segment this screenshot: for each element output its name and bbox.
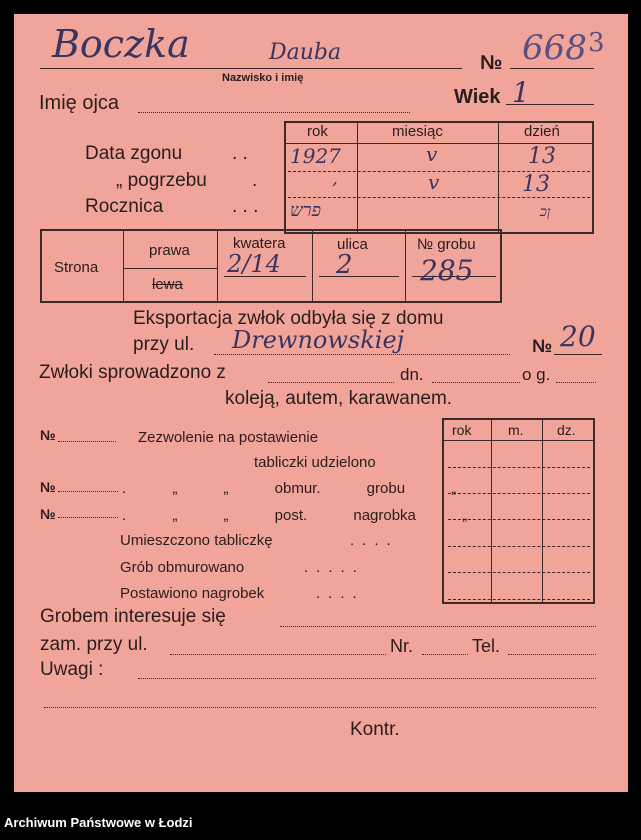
permits-header-sep: [443, 440, 594, 441]
transport-og-label: o g.: [522, 365, 551, 384]
card-number-value: 668: [522, 28, 587, 68]
surname-handwritten: Boczka: [52, 22, 190, 66]
interested-line: [280, 626, 596, 627]
address-line: [170, 654, 386, 655]
permit-1-text-cont: tabliczki udzielono: [254, 454, 376, 471]
dates-row-sep-2: [288, 197, 590, 198]
funeral-day: 13: [522, 172, 550, 197]
notes-line-1: [138, 678, 596, 679]
transport-from-line: [268, 382, 394, 383]
permits-row-6: [448, 599, 590, 600]
transport-label: Zwłoki sprowadzono z: [39, 362, 226, 383]
dates-header-dzien: dzień: [524, 123, 560, 140]
kwatera-label: kwatera: [233, 235, 286, 252]
father-line: [138, 112, 410, 113]
funeral-month: v: [428, 170, 440, 194]
export-line: Eksportacja zwłok odbyła się z domu: [133, 308, 444, 329]
address-label: zam. przy ul.: [40, 634, 148, 655]
ulica-label: ulica: [337, 236, 368, 253]
anniversary-label: Rocznica: [85, 196, 164, 217]
grave-prawa-lewa-sep: [124, 268, 217, 269]
dates-col-sep-1: [357, 122, 358, 233]
age-line: [506, 104, 594, 105]
permits-row-2: [448, 493, 590, 494]
export-nr-value: 20: [560, 320, 596, 353]
transport-og-line: [556, 382, 596, 383]
permits-header-m: m.: [508, 422, 524, 438]
export-nr-line: [554, 354, 602, 355]
export-street-line: [214, 354, 510, 355]
permit-2-text: . „ „ obmur. grobu „: [122, 480, 457, 497]
permits-row-5: [448, 572, 590, 573]
transport-modes: koleją, autem, karawanem.: [225, 388, 453, 409]
funeral-year: ‚: [332, 168, 338, 189]
funeral-date-label: „ pogrzebu: [116, 170, 207, 191]
ulica-line: [319, 276, 399, 277]
export-street-value: Drewnowskiej: [232, 326, 405, 354]
grave-walled: Grób obmurowano: [120, 559, 245, 576]
permit-2-line: [58, 491, 118, 492]
transport-dn-label: dn.: [400, 365, 424, 384]
tablet-placed-dots: ....: [350, 532, 399, 549]
permit-1-prefix: №: [40, 427, 56, 443]
lewa-label: lewa: [152, 276, 183, 293]
interested-label: Grobem interesuje się: [40, 606, 226, 627]
nr-grobu-label: № grobu: [417, 236, 476, 253]
permit-3-prefix: №: [40, 506, 56, 522]
death-date-dots: . .: [232, 143, 248, 164]
name-caption: Nazwisko i imię: [222, 72, 304, 84]
export-nr-label: №: [532, 336, 553, 356]
permits-col-sep-1: [491, 419, 492, 603]
grave-col-sep-2: [217, 230, 218, 302]
nr-grobu-value: 285: [420, 254, 474, 287]
anniversary-day: ןכ: [540, 204, 551, 220]
permit-1-text: Zezwolenie na postawienie: [138, 429, 319, 446]
ulica-value: 2: [336, 250, 353, 280]
archive-label: Archiwum Państwowe w Łodzi: [4, 815, 193, 830]
permits-row-4: [448, 546, 590, 547]
notes-label: Uwagi :: [40, 659, 104, 680]
tombstone-placed: Postawiono nagrobek: [120, 585, 265, 602]
kwatera-value: 2/14: [227, 250, 281, 278]
permits-row-1: [448, 467, 590, 468]
grave-col-sep-3: [312, 230, 313, 302]
strona-label: Strona: [54, 259, 99, 276]
address-nr-label: Nr.: [390, 636, 414, 656]
permits-row-3: [448, 519, 590, 520]
age-value: 1: [512, 76, 530, 109]
permit-3-line: [58, 517, 118, 518]
death-day: 13: [528, 144, 556, 169]
firstname-handwritten: Dauba: [269, 40, 342, 65]
address-nr-line: [422, 654, 468, 655]
prawa-label: prawa: [149, 242, 190, 259]
tablet-placed: Umieszczono tabliczkę: [120, 532, 273, 549]
father-label: Imię ojca: [39, 92, 120, 114]
funeral-date-dots: .: [252, 170, 258, 191]
dates-header-rok: rok: [307, 123, 328, 140]
card-number-line: [510, 68, 594, 69]
tel-label: Tel.: [472, 636, 501, 656]
dates-header-miesiac: miesiąc: [392, 123, 443, 140]
permits-header-rok: rok: [452, 422, 472, 438]
permit-1-line: [58, 441, 116, 442]
age-label: Wiek: [454, 86, 501, 108]
name-line: [40, 68, 462, 69]
grave-col-sep-1: [123, 230, 124, 302]
permit-3-text: . „ „ post. nagrobka „: [122, 507, 468, 524]
dates-col-sep-2: [498, 122, 499, 233]
permit-2-prefix: №: [40, 479, 56, 495]
grave-col-sep-4: [405, 230, 406, 302]
grave-walled-dots: .....: [304, 559, 365, 576]
export-street-label: przy ul.: [133, 334, 195, 355]
control-label: Kontr.: [350, 719, 400, 740]
death-year: 1927: [290, 144, 341, 168]
notes-line-2: [44, 707, 596, 708]
anniversary-dots: . . .: [232, 196, 259, 217]
tombstone-placed-dots: ....: [316, 585, 365, 602]
anniversary-year: פרש: [290, 200, 322, 221]
permits-header-dz: dz.: [557, 422, 576, 438]
death-month: v: [426, 142, 438, 166]
card-number-suffix: 3: [588, 28, 605, 58]
permits-col-sep-2: [542, 419, 543, 603]
transport-dn-line: [432, 382, 520, 383]
death-date-label: Data zgonu: [85, 143, 183, 164]
burial-card: [14, 14, 628, 792]
tel-line: [508, 654, 596, 655]
card-number-label: №: [480, 52, 503, 74]
